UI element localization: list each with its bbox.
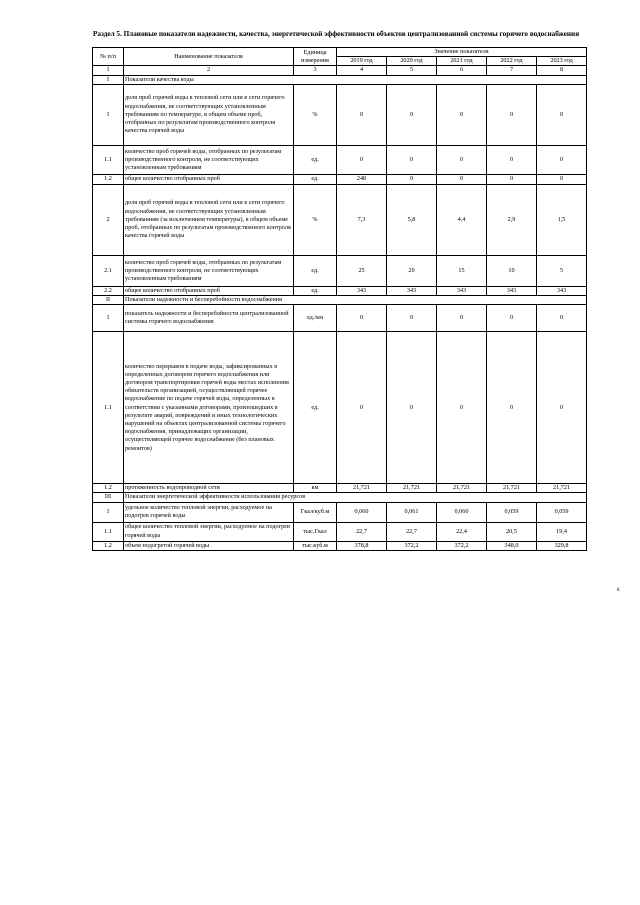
table-row (93, 522, 587, 541)
row-value: 343 (387, 286, 437, 295)
row-value: 343 (487, 286, 537, 295)
header-unit: Единица измерения (294, 48, 337, 66)
row-value: 0 (487, 174, 537, 184)
page-title: Раздел 5. Плановые показатели надежности, качества, энергетической эффективности объектов централизованной системы горячего водоснабжения (93, 30, 580, 38)
row-value: 0 (537, 84, 587, 145)
row-value: 248 (337, 174, 387, 184)
section-number: III (93, 493, 124, 502)
section-number: I (93, 75, 124, 84)
row-value: 22,7 (337, 522, 387, 541)
row-value: 22,7 (387, 522, 437, 541)
row-unit: Гкал/куб.м (294, 502, 337, 522)
row-unit: тыс.куб.м (294, 541, 337, 550)
column-number: 2 (124, 66, 294, 75)
row-number: 1 (93, 84, 124, 145)
row-indicator-name: объем подогретой горячей воды (124, 541, 294, 550)
row-value: 19,4 (537, 522, 587, 541)
header-num: № п/п (93, 48, 124, 66)
row-value: 0 (537, 174, 587, 184)
row-number: 1.2 (93, 484, 124, 493)
row-value: 7,3 (337, 184, 387, 255)
row-value: 0 (537, 305, 587, 332)
row-value: 21,721 (387, 484, 437, 493)
column-number: 7 (487, 66, 537, 75)
row-unit: % (294, 184, 337, 255)
row-indicator-name: общее количество тепловой энергии, расходуемое на подогрев горячей воды (124, 522, 294, 541)
row-value: 20,5 (487, 522, 537, 541)
row-number: 1.1 (93, 145, 124, 174)
row-value: 0 (487, 84, 537, 145)
row-value: 0 (487, 305, 537, 332)
row-value: 20 (387, 255, 437, 286)
row-value: 378,8 (337, 541, 387, 550)
row-value: 0 (437, 305, 487, 332)
section-title: Показатели надежности и бесперебойности водоснабжения (124, 296, 587, 305)
section-number: II (93, 296, 124, 305)
table-row (93, 145, 587, 174)
column-number: 8 (537, 66, 587, 75)
row-value: 372,2 (387, 541, 437, 550)
row-indicator-name: количество перерывов в подаче воды, зафиксированных в определенных договором горячего водоснабжения или договором транспортировки горячей воды местах исполнения обязательств организацией, осуществляющей горячее водоснабжение по подаче горячей воды, определенных в соответствии с указанными договорами, произошедших в результате аварий, повреждений и иных технологических нарушений на объектах централизованной системы горячего водоснабжения, принадлежащих организации, осуществляющей горячее водоснабжение (без плановых ремонтов) (124, 332, 294, 484)
row-value: 0,060 (337, 502, 387, 522)
row-unit: ед. (294, 255, 337, 286)
row-value: 22,4 (437, 522, 487, 541)
table-row (93, 255, 587, 286)
row-value: 343 (437, 286, 487, 295)
row-value: 0 (387, 305, 437, 332)
row-number: 1.1 (93, 332, 124, 484)
column-number: 5 (387, 66, 437, 75)
row-value: 15 (437, 255, 487, 286)
row-indicator-name: общее количество отобранных проб (124, 286, 294, 295)
header-year: 2022 год (487, 57, 537, 66)
column-number: 4 (337, 66, 387, 75)
table-row (93, 305, 587, 332)
row-value: 0 (437, 174, 487, 184)
row-indicator-name: количество проб горячей воды, отобранных по результатам производственного контроля, не соответствующих установленным требованиям (124, 145, 294, 174)
row-indicator-name: показатель надежности и бесперебойности централизованной системы горячего водоснабжения (124, 305, 294, 332)
row-value: 10 (487, 255, 537, 286)
row-value: 0 (337, 305, 387, 332)
row-value: 0 (437, 84, 487, 145)
table-row (93, 484, 587, 493)
row-value: 0 (537, 332, 587, 484)
row-unit: ед. (294, 145, 337, 174)
section-row (93, 296, 587, 305)
row-indicator-name: количество проб горячей воды, отобранных по результатам производственного контроля, не соответствующих установленным требованиям (124, 255, 294, 286)
row-value: 343 (337, 286, 387, 295)
row-value: 0 (487, 332, 537, 484)
footnote-mark: 8 (617, 588, 620, 593)
section-row (93, 493, 587, 502)
row-number: 1.1 (93, 522, 124, 541)
row-indicator-name: доля проб горячей воды в тепловой сети или в сети горячего водоснабжения, не соответствующих установленным требованиям (за исключением температуры), в общем объеме проб, отобранных по результатам производственного контроля качества горячей воды (124, 184, 294, 255)
row-unit: км (294, 484, 337, 493)
row-value: 0 (537, 145, 587, 174)
row-value: 0 (387, 84, 437, 145)
column-number: 3 (294, 66, 337, 75)
row-number: 1.2 (93, 541, 124, 550)
header-name: Наименование показателя (124, 48, 294, 66)
row-value: 0,060 (437, 502, 487, 522)
row-number: 2.1 (93, 255, 124, 286)
row-value: 0 (387, 174, 437, 184)
section-row (93, 75, 587, 84)
row-indicator-name: удельное количество тепловой энергии, расходуемое на подогрев горячей воды (124, 502, 294, 522)
row-number: 1 (93, 305, 124, 332)
row-value: 343 (537, 286, 587, 295)
header-year: 2019 год (337, 57, 387, 66)
row-value: 329,8 (537, 541, 587, 550)
row-value: 21,721 (337, 484, 387, 493)
row-value: 0 (337, 332, 387, 484)
row-value: 0 (337, 145, 387, 174)
header-year: 2023 год (537, 57, 587, 66)
row-indicator-name: общее количество отобранных проб (124, 174, 294, 184)
row-unit: тыс.Гкал (294, 522, 337, 541)
table-row (93, 84, 587, 145)
row-unit: ед./км (294, 305, 337, 332)
row-value: 5,8 (387, 184, 437, 255)
row-value: 5 (537, 255, 587, 286)
row-value: 0 (487, 145, 537, 174)
row-unit: % (294, 84, 337, 145)
row-value: 0 (437, 145, 487, 174)
row-value: 0,059 (537, 502, 587, 522)
row-value: 348,0 (487, 541, 537, 550)
table-row (93, 286, 587, 295)
column-number: 6 (437, 66, 487, 75)
row-value: 0,061 (387, 502, 437, 522)
row-value: 21,721 (487, 484, 537, 493)
table-row (93, 174, 587, 184)
row-indicator-name: доля проб горячей воды в тепловой сети или в сети горячего водоснабжения, не соответствующих установленным требованиям по температуре, в общем объеме проб, отобранных по результатам производственного контроля качества горячей воды (124, 84, 294, 145)
row-value: 2,9 (487, 184, 537, 255)
section-title: Показатели качества воды (124, 75, 587, 84)
row-unit: ед. (294, 286, 337, 295)
header-year: 2021 год (437, 57, 487, 66)
row-number: 2.2 (93, 286, 124, 295)
row-value: 21,721 (437, 484, 487, 493)
indicators-table (92, 47, 587, 551)
header-year: 2020 год (387, 57, 437, 66)
table-row (93, 541, 587, 550)
header-value: Значение показателя (337, 48, 587, 57)
row-value: 372,2 (437, 541, 487, 550)
row-value: 0 (387, 145, 437, 174)
row-number: 1 (93, 502, 124, 522)
row-value: 0 (387, 332, 437, 484)
row-unit: ед. (294, 174, 337, 184)
table-row (93, 332, 587, 484)
row-value: 0 (337, 84, 387, 145)
row-value: 4,4 (437, 184, 487, 255)
row-value: 25 (337, 255, 387, 286)
row-number: 1.2 (93, 174, 124, 184)
row-indicator-name: протяженность водопроводной сети (124, 484, 294, 493)
column-number: 1 (93, 66, 124, 75)
row-value: 0 (437, 332, 487, 484)
table-row (93, 184, 587, 255)
row-number: 2 (93, 184, 124, 255)
row-unit: ед. (294, 332, 337, 484)
row-value: 21,721 (537, 484, 587, 493)
section-title: Показатели энергетической эффективности использования ресурсов (124, 493, 587, 502)
table-row (93, 502, 587, 522)
row-value: 1,5 (537, 184, 587, 255)
row-value: 0,059 (487, 502, 537, 522)
